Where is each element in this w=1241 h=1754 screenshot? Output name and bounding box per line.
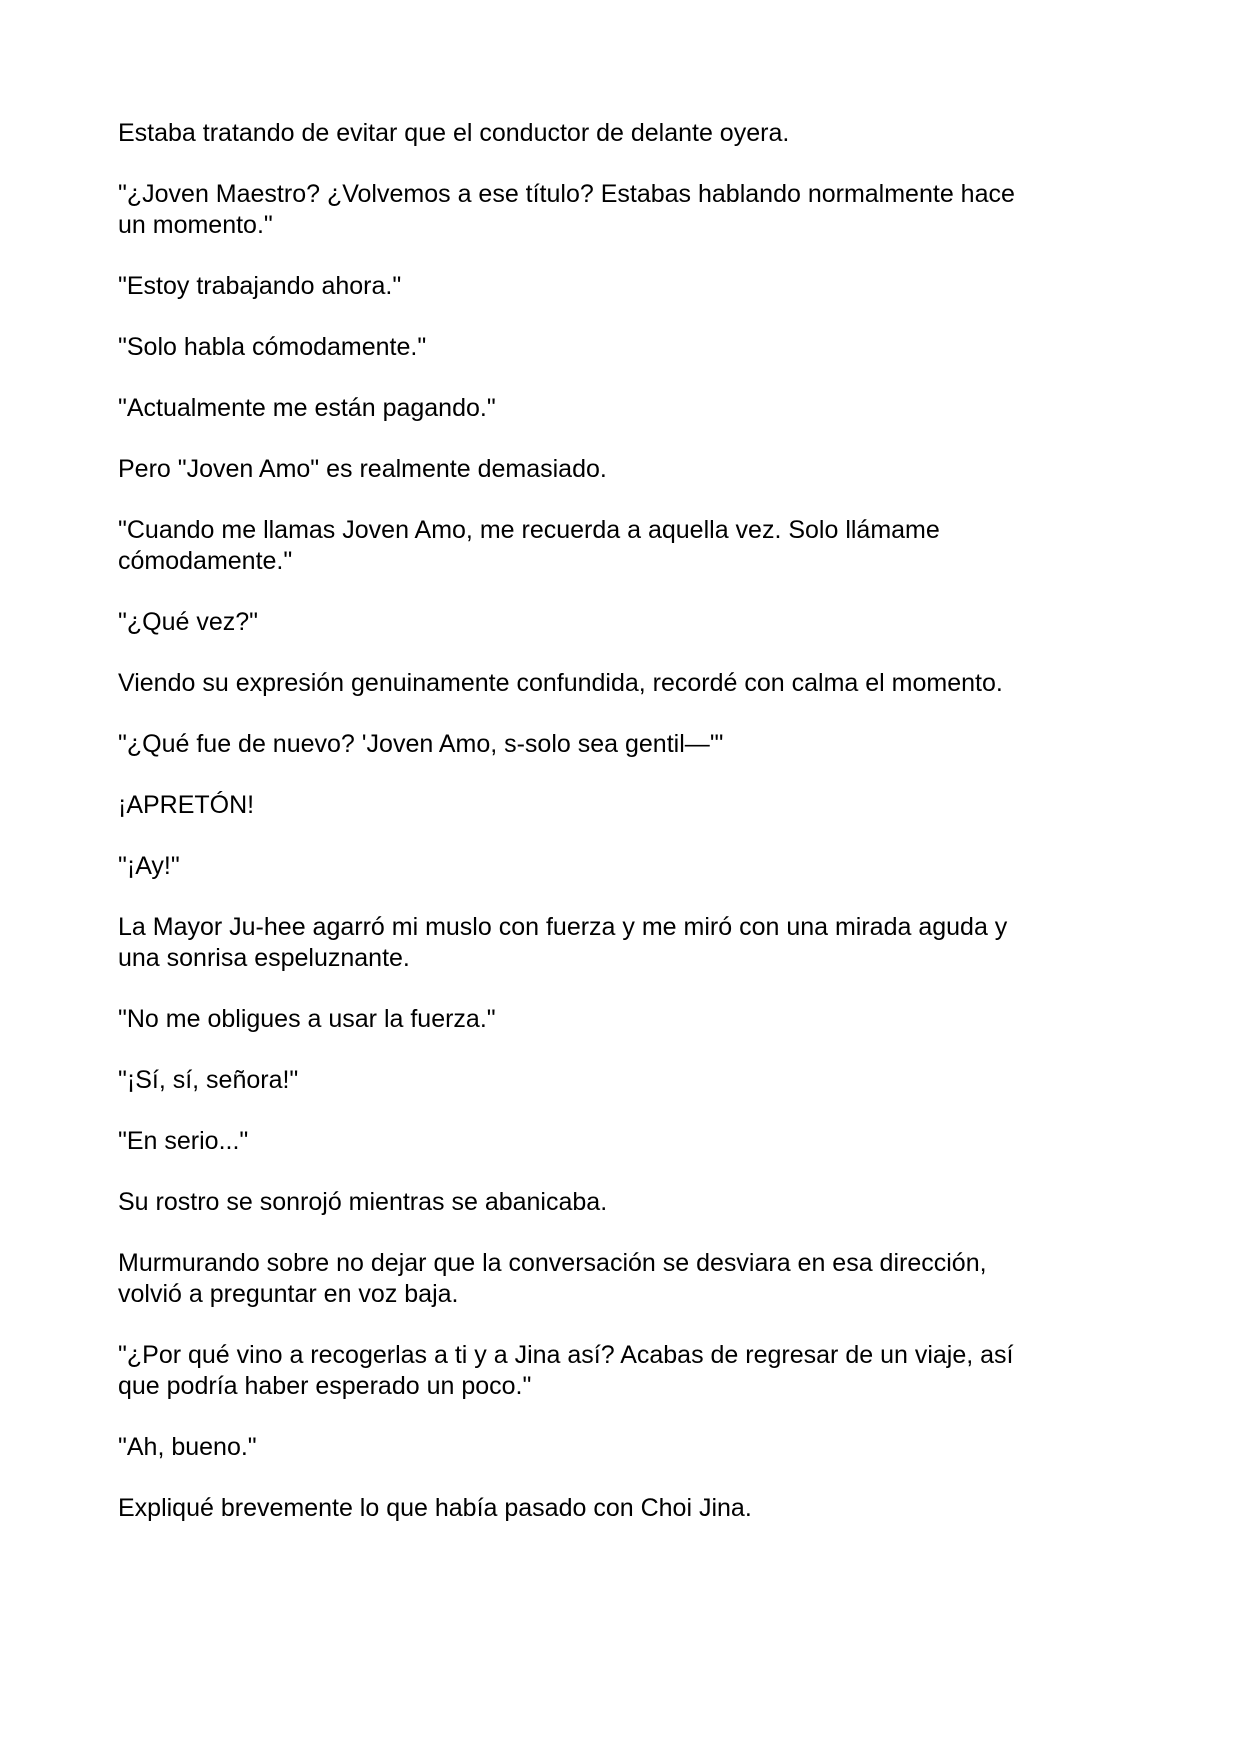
paragraph: "¿Joven Maestro? ¿Volvemos a ese título? Estabas hablando normalmente hace un momento." xyxy=(118,180,1015,239)
paragraph: Viendo su expresión genuinamente confundida, recordé con calma el momento. xyxy=(118,669,1003,697)
paragraph: La Mayor Ju-hee agarró mi muslo con fuerza y me miró con una mirada aguda y una sonrisa espeluznante. xyxy=(118,913,1008,972)
paragraph: "Ah, bueno." xyxy=(118,1433,257,1461)
paragraph: "Solo habla cómodamente." xyxy=(118,333,427,361)
paragraph: "¿Qué vez?" xyxy=(118,608,259,636)
paragraph: Murmurando sobre no dejar que la conversación se desviara en esa dirección, volvió a preguntar en voz baja. xyxy=(118,1249,987,1308)
paragraph: "¿Qué fue de nuevo? 'Joven Amo, s-solo sea gentil—'" xyxy=(118,730,724,758)
paragraph: "¡Sí, sí, señora!" xyxy=(118,1066,299,1094)
paragraph: "Actualmente me están pagando." xyxy=(118,394,496,422)
paragraph: "¿Por qué vino a recogerlas a ti y a Jina así? Acabas de regresar de un viaje, así que podría haber esperado un poco." xyxy=(118,1341,1014,1400)
paragraph: "Estoy trabajando ahora." xyxy=(118,272,402,300)
paragraph: "¡Ay!" xyxy=(118,852,180,880)
paragraph: Pero "Joven Amo" es realmente demasiado. xyxy=(118,455,607,483)
paragraph: "En serio..." xyxy=(118,1127,249,1155)
paragraph: Su rostro se sonrojó mientras se abanicaba. xyxy=(118,1188,608,1216)
paragraph: Expliqué brevemente lo que había pasado con Choi Jina. xyxy=(118,1494,752,1522)
paragraph: ¡APRETÓN! xyxy=(118,791,255,819)
paragraph: "No me obligues a usar la fuerza." xyxy=(118,1005,496,1033)
paragraph: "Cuando me llamas Joven Amo, me recuerda a aquella vez. Solo llámame cómodamente." xyxy=(118,516,940,575)
paragraph: Estaba tratando de evitar que el conductor de delante oyera. xyxy=(118,119,790,147)
document-text-body xyxy=(118,118,1118,1554)
